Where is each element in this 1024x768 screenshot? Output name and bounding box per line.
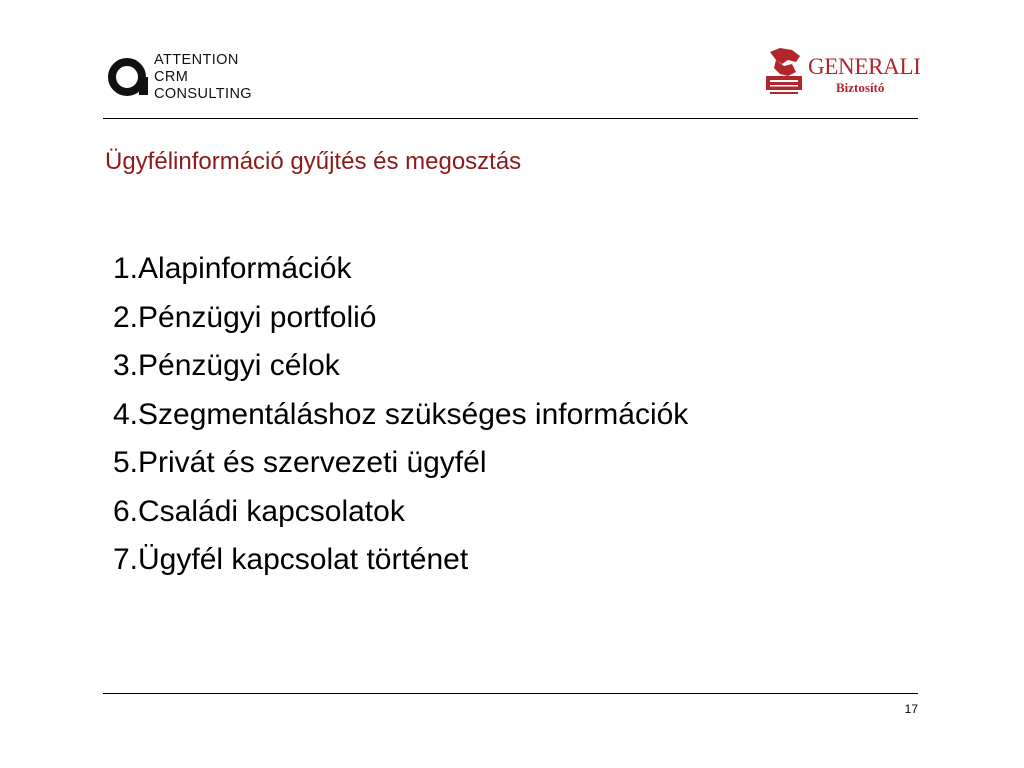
list-item: 2.Pénzügyi portfolió [113, 300, 377, 334]
logo-line-3: CONSULTING [154, 86, 252, 102]
footer-divider [103, 693, 918, 694]
generali-logo [760, 44, 922, 100]
generali-subtitle: Biztosító [836, 80, 885, 95]
list-item: 5.Privát és szervezeti ügyfél [113, 446, 487, 479]
generali-lion-emblem-icon [762, 46, 806, 96]
attention-crm-logo-text [154, 52, 252, 103]
topic-list [113, 245, 688, 585]
generali-brand-name: GENERALI [808, 54, 921, 79]
list-item: 7.Ügyfél kapcsolat történet [113, 543, 469, 576]
page-number: 17 [904, 702, 918, 716]
logo-line-1: ATTENTION [154, 52, 239, 68]
list-item: 1.Alapinformációk [113, 252, 352, 285]
attention-crm-logo [106, 48, 266, 104]
list-item: 3.Pénzügyi célok [113, 349, 340, 382]
attention-crm-logo-icon [106, 54, 152, 100]
list-item: 4.Szegmentáláshoz szükséges információk [113, 397, 689, 431]
slide-title: Ügyfélinformáció gyűjtés és megosztás [105, 148, 522, 175]
list-item: 6.Családi kapcsolatok [113, 494, 405, 528]
logo-line-2: CRM [154, 69, 189, 85]
header-divider [103, 118, 918, 119]
